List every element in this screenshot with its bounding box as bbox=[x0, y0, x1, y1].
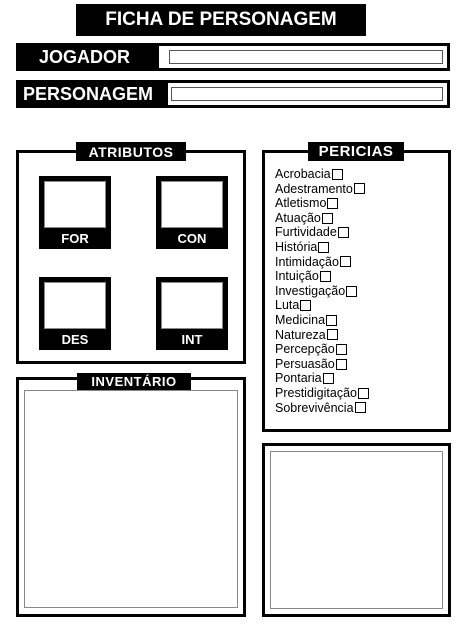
skill-checkbox[interactable] bbox=[354, 183, 365, 194]
skill-item bbox=[275, 284, 369, 299]
character-row bbox=[16, 80, 450, 108]
skill-label: Sobrevivência bbox=[275, 400, 354, 415]
skills-title: PERICIAS bbox=[308, 142, 404, 161]
sheet-title: FICHA DE PERSONAGEM bbox=[76, 4, 366, 36]
skill-item bbox=[275, 182, 369, 197]
skill-checkbox[interactable] bbox=[300, 300, 311, 311]
player-row bbox=[16, 43, 450, 71]
skill-item bbox=[275, 269, 369, 284]
skill-label: Natureza bbox=[275, 327, 326, 342]
skill-checkbox[interactable] bbox=[340, 256, 351, 267]
skill-checkbox[interactable] bbox=[332, 169, 343, 180]
skills-list bbox=[275, 167, 369, 415]
skill-label: Adestramento bbox=[275, 181, 353, 196]
skill-label: Prestidigitação bbox=[275, 385, 357, 400]
skill-checkbox[interactable] bbox=[327, 329, 338, 340]
skill-checkbox[interactable] bbox=[323, 373, 334, 384]
skill-item bbox=[275, 313, 369, 328]
skill-label: Atuação bbox=[275, 210, 321, 225]
skill-label: Medicina bbox=[275, 312, 326, 327]
skill-item bbox=[275, 255, 369, 270]
skill-label: Furtividade bbox=[275, 225, 337, 240]
skill-checkbox[interactable] bbox=[358, 388, 369, 399]
skill-item bbox=[275, 196, 369, 211]
attribute-box-des bbox=[39, 277, 111, 350]
skill-checkbox[interactable] bbox=[336, 344, 347, 355]
skill-item bbox=[275, 298, 369, 313]
skills-panel bbox=[262, 143, 451, 432]
skill-item bbox=[275, 211, 369, 226]
attribute-input-int[interactable] bbox=[161, 282, 223, 329]
skill-item bbox=[275, 240, 369, 255]
attribute-input-des[interactable] bbox=[44, 282, 106, 329]
skill-item bbox=[275, 357, 369, 372]
skill-label: Percepção bbox=[275, 342, 335, 357]
skill-checkbox[interactable] bbox=[327, 198, 338, 209]
skill-label: História bbox=[275, 239, 318, 254]
skill-checkbox[interactable] bbox=[346, 286, 357, 297]
skill-label: Intuição bbox=[275, 269, 319, 284]
skill-label: Luta bbox=[275, 298, 300, 313]
skill-label: Intimidação bbox=[275, 254, 339, 269]
skill-item bbox=[275, 371, 369, 386]
skill-label: Investigação bbox=[275, 283, 346, 298]
attributes-title: ATRIBUTOS bbox=[76, 142, 186, 161]
skill-label: Pontaria bbox=[275, 371, 322, 386]
skill-item bbox=[275, 167, 369, 182]
skill-item bbox=[275, 328, 369, 343]
skill-checkbox[interactable] bbox=[322, 213, 333, 224]
skill-item bbox=[275, 386, 369, 401]
portrait-panel bbox=[262, 443, 451, 617]
inventory-area[interactable] bbox=[24, 390, 238, 608]
player-field[interactable] bbox=[169, 50, 443, 64]
attribute-box-for bbox=[39, 176, 111, 249]
player-label: JOGADOR bbox=[19, 46, 159, 68]
attributes-panel bbox=[16, 143, 246, 364]
skill-item bbox=[275, 225, 369, 240]
skill-checkbox[interactable] bbox=[355, 402, 366, 413]
skill-checkbox[interactable] bbox=[338, 227, 349, 238]
attribute-input-for[interactable] bbox=[44, 181, 106, 228]
character-field[interactable] bbox=[171, 87, 443, 101]
attribute-label-con: CON bbox=[177, 231, 207, 246]
skill-label: Acrobacia bbox=[275, 167, 331, 181]
attribute-box-con bbox=[156, 176, 228, 249]
portrait-area[interactable] bbox=[270, 451, 443, 609]
inventory-title: INVENTÁRIO bbox=[77, 373, 191, 390]
skill-checkbox[interactable] bbox=[318, 242, 329, 253]
skill-label: Persuasão bbox=[275, 356, 335, 371]
skill-checkbox[interactable] bbox=[336, 359, 347, 370]
skill-item bbox=[275, 342, 369, 357]
attribute-input-con[interactable] bbox=[161, 181, 223, 228]
attribute-box-int bbox=[156, 277, 228, 350]
attribute-label-des: DES bbox=[61, 332, 89, 347]
skill-checkbox[interactable] bbox=[320, 271, 331, 282]
attribute-label-int: INT bbox=[181, 332, 203, 347]
inventory-panel bbox=[16, 374, 246, 617]
character-label: PERSONAGEM bbox=[19, 83, 168, 105]
skill-label: Atletismo bbox=[275, 196, 327, 211]
skill-item bbox=[275, 401, 369, 416]
attribute-label-for: FOR bbox=[61, 231, 89, 246]
skill-checkbox[interactable] bbox=[326, 315, 337, 326]
